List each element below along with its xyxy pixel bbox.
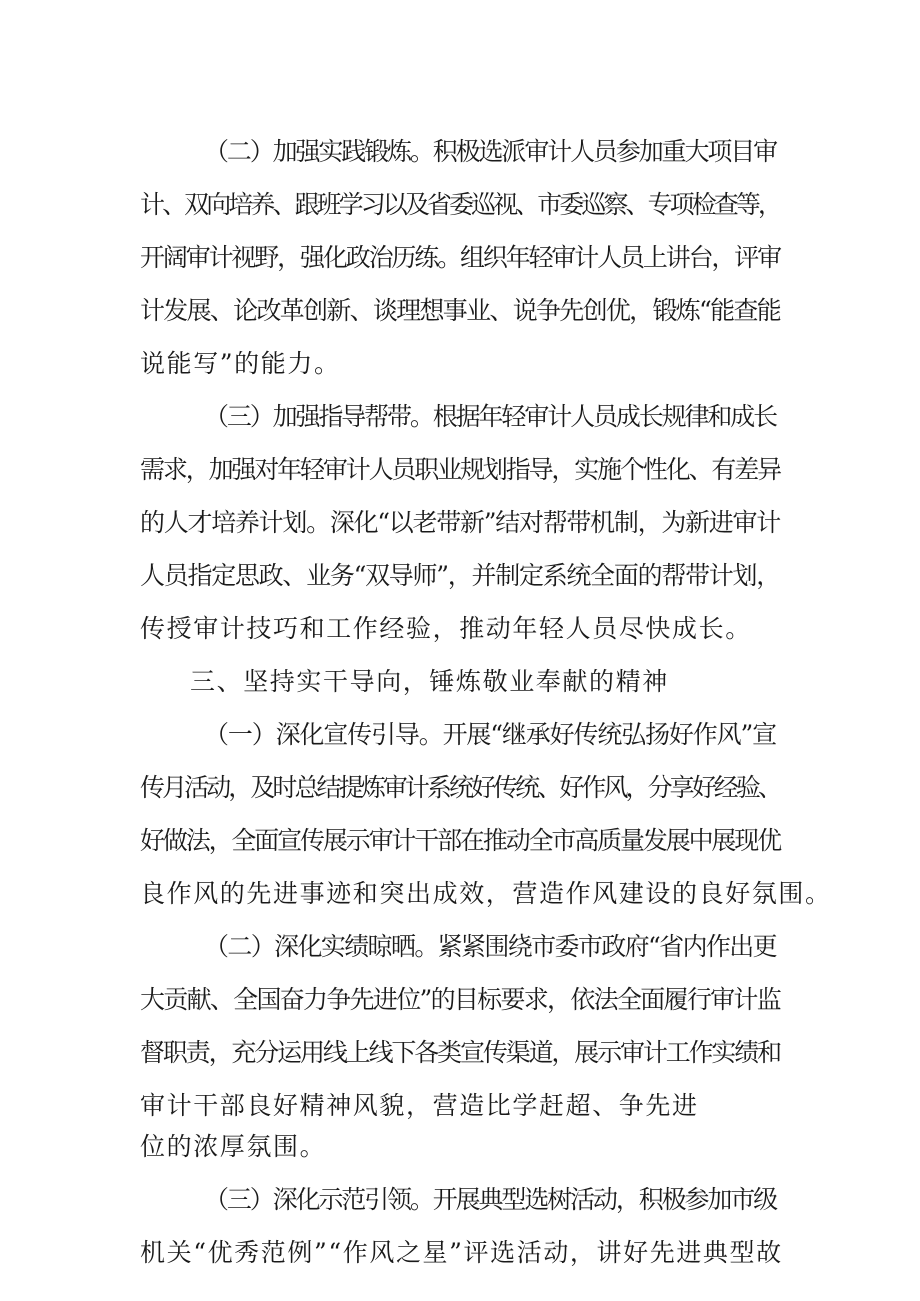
paragraph-3-2-line-2: 大贡献、全国奋力争先进位”的目标要求，依法全面履行审计监 xyxy=(140,985,780,1014)
paragraph-3-3-line-1: （三）深化示范引领。开展典型选树活动，积极参加市级 xyxy=(204,1185,776,1214)
paragraph-3-2-line-1: （二）深化实绩晾晒。紧紧围绕市委市政府“省内作出更 xyxy=(204,932,776,961)
paragraph-2-3-line-5: 传授审计技巧和工作经验，推动年轻人员尽快成长。 xyxy=(140,614,752,643)
paragraph-3-2-line-3: 督职责，充分运用线上线下各类宣传渠道，展示审计工作实绩和 xyxy=(140,1038,780,1067)
paragraph-2-2-line-2: 计、双向培养、跟班学习以及省委巡视、市委巡察、专项检查等， xyxy=(140,190,780,219)
paragraph-2-2-line-4: 计发展、论改革创新、谈理想事业、说争先创优，锻炼“能查能 xyxy=(140,296,780,325)
paragraph-2-3-line-4: 人员指定思政、业务“双导师”，并制定系统全面的帮带计划， xyxy=(140,561,780,590)
paragraph-2-2-line-3: 开阔审计视野，强化政治历练。组织年轻审计人员上讲台，评审 xyxy=(140,243,780,272)
paragraph-2-2-line-1: （二）加强实践锻炼。积极选派审计人员参加重大项目审 xyxy=(204,137,776,166)
paragraph-3-2-line-4: 审计干部良好精神风貌，营造比学赶超、争先进 xyxy=(140,1091,699,1120)
paragraph-2-3-line-2: 需求，加强对年轻审计人员职业规划指导，实施个性化、有差异 xyxy=(140,455,780,484)
section-3-heading: 三、坚持实干导向，锤炼敬业奉献的精神 xyxy=(190,667,669,696)
paragraph-3-1-line-1: （一）深化宣传引导。开展“继承好传统弘扬好作风”宣 xyxy=(204,720,776,749)
paragraph-3-1-line-4: 良作风的先进事迹和突出成效，营造作风建设的良好氛围。 xyxy=(140,879,832,908)
paragraph-3-1-line-2: 传月活动，及时总结提炼审计系统好传统、好作风，分享好经验、 xyxy=(140,773,780,802)
paragraph-2-3-line-3: 的人才培养计划。深化“以老带新”结对帮带机制，为新进审计 xyxy=(140,508,780,537)
paragraph-2-3-line-1: （三）加强指导帮带。根据年轻审计人员成长规律和成长 xyxy=(204,402,776,431)
paragraph-3-2-line-5: 位的浓厚氛围。 xyxy=(140,1132,327,1161)
paragraph-3-1-line-3: 好做法，全面宣传展示审计干部在推动全市高质量发展中展现优 xyxy=(140,826,780,855)
paragraph-3-3-line-2: 机关“优秀范例”“作风之星”评选活动，讲好先进典型故 xyxy=(140,1238,783,1267)
paragraph-2-2-line-5: 说能写”的能力。 xyxy=(140,349,341,378)
